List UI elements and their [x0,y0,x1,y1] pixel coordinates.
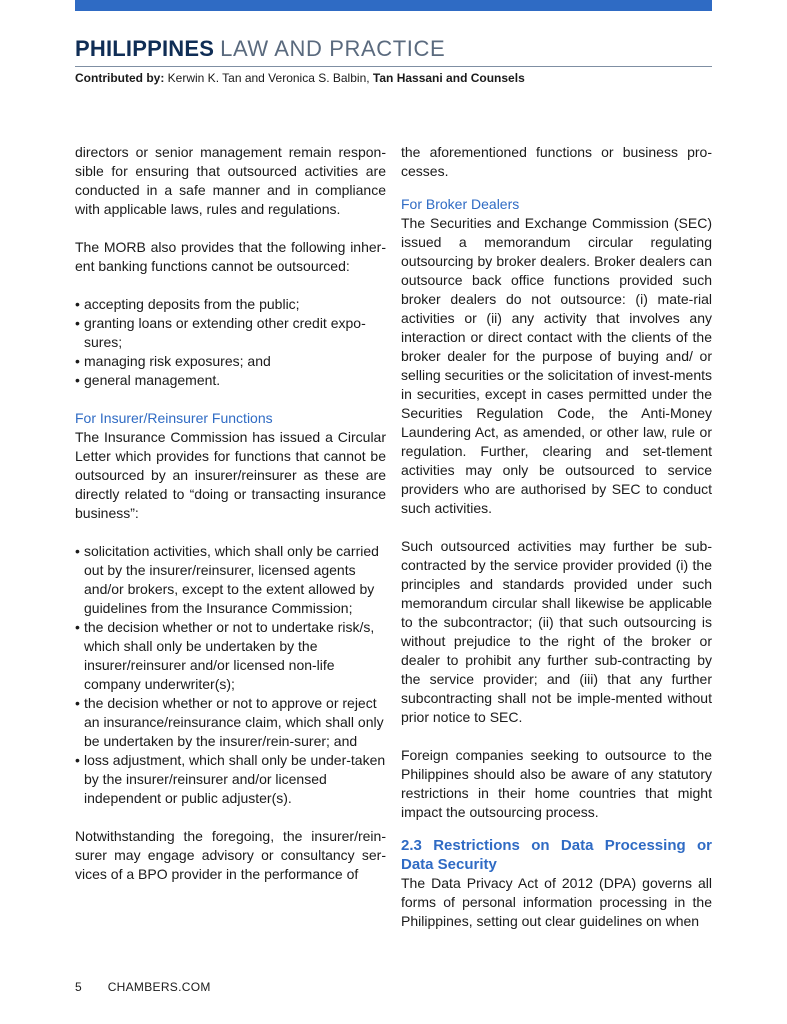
left-column [75,143,386,884]
list-item: • accepting deposits from the public; [75,295,386,314]
list-item: • loss adjustment, which shall only be under-taken by the insurer/reinsurer and/or licensed independent or public adjuster(s). [75,751,386,808]
section-subheading: For Insurer/Reinsurer Functions [75,410,273,426]
paragraph: directors or senior management remain respon-sible for ensuring that outsourced activities are conducted in a safe manner and in compliance with applicable laws, rules and regulations. [75,144,386,217]
paragraph: The MORB also provides that the following inher-ent banking functions cannot be outsourced: [75,239,386,274]
paragraph: the aforementioned functions or business pro-cesses. [401,144,712,179]
header-subtitle: LAW AND PRACTICE [220,36,446,61]
right-column [401,143,712,931]
paragraph: The Securities and Exchange Commission (SEC) issued a memorandum circular regulating outsourcing by broker dealers. Broker dealers can outsource back office functions provided such broker dealers do not outsource: (i) mate-rial activities or (ii) any activity that involves any interaction or direct contact with the clients of the broker dealer for the purpose of buying and/ or selling securities or the solicitation of invest-ments in securities, except in cases permitted under the Securities Regulation Code, the Anti-Money Laundering Act, as amended, or other law, rule or regulation. Further, clearing and set-tlement activities may only be outsourced to service providers who are authorised by SEC to conduct such activities. [401,215,712,516]
insurer-functions-list [75,542,386,808]
list-item: • the decision whether or not to approve or reject an insurance/reinsurance claim, which shall only be undertaken by the insurer/rein-surer; and [75,694,386,751]
contributors-line [75,70,525,86]
paragraph: The Data Privacy Act of 2012 (DPA) governs all forms of personal information processing in the Philippines, setting out clear guidelines on when [401,875,712,929]
banking-functions-list [75,295,386,390]
contrib-names: Kerwin K. Tan and Veronica S. Balbin, [167,71,370,85]
paragraph: Notwithstanding the foregoing, the insurer/rein-surer may engage advisory or consultancy ser-vices of a BPO provider in the performance of [75,828,386,882]
paragraph: The Insurance Commission has issued a Circular Letter which provides for functions that cannot be outsourced by an insurer/reinsurer as these are directly related to “doing or transacting insurance business”: [75,429,386,521]
page-number: 5 [75,980,82,994]
list-item: • granting loans or extending other credit expo-sures; [75,314,386,352]
contrib-firm: Tan Hassani and Counsels [372,71,525,85]
footer-site: CHAMBERS.COM [107,980,211,994]
page-footer [75,980,211,994]
list-item: • solicitation activities, which shall only be carried out by the insurer/reinsurer, licensed agents and/or brokers, except to the extent allowed by guidelines from the Insurance Commission; [75,542,386,618]
section-heading: 2.3 Restrictions on Data Processing or Data Security [401,837,712,873]
list-item: • general management. [75,371,386,390]
list-item: • managing risk exposures; and [75,352,386,371]
paragraph: Such outsourced activities may further be sub-contracted by the service provider provided (i) the principles and standards provided under such memorandum circular shall likewise be applicable to the subcontractor; (ii) that such outsourcing is without prejudice to the right of the broker or dealer to prohibit any further sub-contracting by the service provider; and (iii) that any further subcontracting shall not be imple-mented without prior notice to SEC. [401,538,712,725]
top-accent-bar [75,0,712,11]
country-title: PHILIPPINES [75,36,215,61]
section-subheading: For Broker Dealers [401,196,520,212]
page-header [75,36,445,62]
list-item: • the decision whether or not to undertake risk/s, which shall only be undertaken by the insurer/reinsurer and/or licensed non-life company underwriter(s); [75,618,386,694]
paragraph: Foreign companies seeking to outsource to the Philippines should also be aware of any statutory restrictions in their home countries that might impact the outsourcing process. [401,747,712,820]
header-divider [75,66,712,67]
contrib-label: Contributed by: [75,71,165,85]
